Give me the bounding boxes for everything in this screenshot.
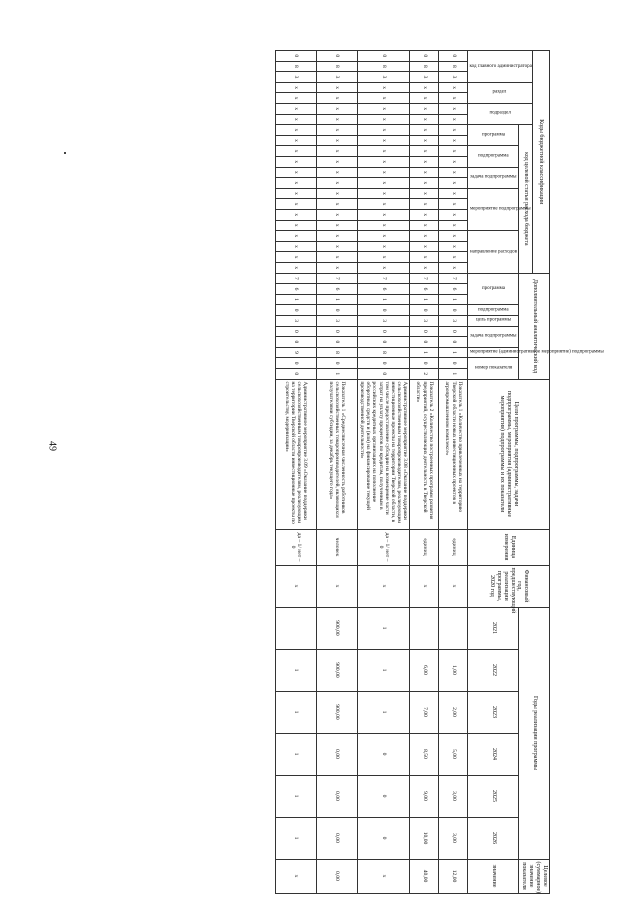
- year-value-cell: 0,00: [316, 775, 357, 817]
- dop-sub-header: мероприятие (административное мероприятие) подпрограммы: [468, 347, 519, 358]
- code-cell: 6: [357, 284, 410, 295]
- code-cell: x: [357, 262, 410, 273]
- kbk-admin-header: код главного администратора: [468, 51, 533, 83]
- code-cell: x: [439, 135, 468, 146]
- code-cell: 3: [275, 315, 316, 326]
- code-cell: x: [357, 125, 410, 136]
- year-header: 2024: [468, 733, 519, 775]
- code-cell: 9: [275, 347, 316, 358]
- unit-cell: единиц: [410, 529, 439, 565]
- year-value-cell: 1: [357, 691, 410, 733]
- code-cell: 0: [410, 305, 439, 316]
- year-header: 2023: [468, 691, 519, 733]
- code-cell: x: [410, 252, 439, 263]
- code-cell: x: [275, 93, 316, 104]
- dop-code-group-header: Дополнительный аналитический код: [519, 273, 550, 379]
- code-cell: x: [275, 146, 316, 157]
- code-cell: 3: [316, 72, 357, 83]
- code-cell: x: [275, 199, 316, 210]
- code-cell: 0: [439, 305, 468, 316]
- year-value-cell: 900,00: [316, 649, 357, 691]
- year-value-cell: [439, 607, 468, 649]
- code-cell: 8: [439, 61, 468, 72]
- target-value-cell: 0,00: [316, 859, 357, 893]
- code-cell: 0: [357, 326, 410, 337]
- code-cell: x: [357, 167, 410, 178]
- year-value-cell: 6,00: [410, 649, 439, 691]
- code-cell: 0: [439, 358, 468, 369]
- table-row: [410, 51, 439, 894]
- year-value-cell: 5,00: [439, 733, 468, 775]
- code-cell: x: [275, 82, 316, 93]
- code-cell: 0: [275, 337, 316, 348]
- code-cell: 1: [316, 294, 357, 305]
- code-cell: 0: [439, 326, 468, 337]
- code-cell: 3: [357, 72, 410, 83]
- year-value-cell: 1: [275, 733, 316, 775]
- kbk-sub-header: мероприятие подпрограммы: [468, 188, 519, 230]
- year-value-cell: [275, 607, 316, 649]
- code-cell: x: [439, 146, 468, 157]
- code-cell: x: [316, 199, 357, 210]
- code-cell: 1: [439, 347, 468, 358]
- year-value-cell: 7,00: [410, 691, 439, 733]
- code-cell: x: [410, 178, 439, 189]
- code-cell: 0: [357, 337, 410, 348]
- code-cell: 0: [357, 305, 410, 316]
- kbk-sub-header: подпрограмма: [468, 146, 519, 167]
- unit-cell: человек: [316, 529, 357, 565]
- indicator-description: Показатель 2 «Количество построенных программ развития предприятий, осуществляющих деятельность в Тверской области»: [410, 379, 439, 529]
- code-cell: 1: [410, 347, 439, 358]
- year-value-cell: 10,00: [410, 817, 439, 859]
- code-cell: x: [316, 156, 357, 167]
- rotated-table-page: [60, 50, 604, 894]
- code-cell: 0: [410, 337, 439, 348]
- code-cell: 6: [439, 284, 468, 295]
- code-cell: x: [439, 252, 468, 263]
- code-cell: 1: [275, 294, 316, 305]
- code-cell: 0: [275, 358, 316, 369]
- dop-sub-header: подпрограмма: [468, 305, 519, 316]
- code-cell: x: [275, 135, 316, 146]
- year-value-cell: 3,00: [439, 775, 468, 817]
- code-cell: 7: [410, 273, 439, 284]
- code-cell: 3: [410, 72, 439, 83]
- code-cell: 8: [275, 61, 316, 72]
- code-cell: 7: [316, 273, 357, 284]
- code-cell: 1: [316, 368, 357, 379]
- code-cell: 0: [410, 358, 439, 369]
- dop-sub-header: программа: [468, 273, 519, 305]
- code-cell: x: [275, 220, 316, 231]
- code-cell: x: [439, 231, 468, 242]
- code-cell: x: [410, 167, 439, 178]
- year-header: 2025: [468, 775, 519, 817]
- unit-cell: да – 1/ нет – 0: [357, 529, 410, 565]
- code-cell: 3: [316, 315, 357, 326]
- year-value-cell: 0,00: [316, 733, 357, 775]
- year-value-cell: 1: [275, 691, 316, 733]
- kbk-sub-header: направление расходов: [468, 231, 519, 273]
- year-value-cell: 900,00: [316, 607, 357, 649]
- code-cell: 0: [316, 337, 357, 348]
- year-value-cell: 1,00: [439, 649, 468, 691]
- code-cell: 0: [275, 326, 316, 337]
- code-cell: x: [316, 167, 357, 178]
- code-cell: x: [439, 114, 468, 125]
- code-cell: 7: [439, 273, 468, 284]
- dop-sub-header: цель программы: [468, 315, 519, 326]
- year-header: 2021: [468, 607, 519, 649]
- year-value-cell: 0: [357, 733, 410, 775]
- code-cell: 7: [357, 273, 410, 284]
- code-cell: x: [316, 135, 357, 146]
- code-cell: x: [275, 178, 316, 189]
- code-cell: x: [439, 220, 468, 231]
- code-cell: x: [357, 209, 410, 220]
- code-cell: 0: [410, 326, 439, 337]
- code-cell: x: [410, 209, 439, 220]
- code-cell: 0: [439, 337, 468, 348]
- kbk-group-header: Коды бюджетной классификации: [533, 51, 550, 274]
- code-cell: x: [410, 82, 439, 93]
- year-value-cell: 9,00: [410, 775, 439, 817]
- code-cell: 0: [316, 358, 357, 369]
- code-cell: x: [316, 146, 357, 157]
- finyear-cell: x: [439, 565, 468, 607]
- code-cell: 1: [410, 294, 439, 305]
- code-cell: x: [357, 156, 410, 167]
- code-cell: x: [275, 262, 316, 273]
- code-cell: 0: [410, 51, 439, 62]
- code-cell: x: [316, 125, 357, 136]
- code-cell: x: [439, 178, 468, 189]
- code-cell: 8: [316, 347, 357, 358]
- kbk-subsection-header: подраздел: [468, 103, 533, 124]
- code-cell: x: [316, 114, 357, 125]
- year-value-cell: 1: [357, 649, 410, 691]
- code-cell: x: [410, 135, 439, 146]
- code-cell: x: [439, 199, 468, 210]
- year-value-cell: 1: [275, 649, 316, 691]
- code-cell: x: [357, 188, 410, 199]
- code-cell: x: [275, 167, 316, 178]
- code-cell: x: [275, 241, 316, 252]
- target-value-header: значение: [468, 859, 519, 893]
- code-cell: 0: [357, 358, 410, 369]
- code-cell: x: [439, 103, 468, 114]
- unit-cell: да – 1/ нет – 0: [275, 529, 316, 565]
- code-cell: 0: [439, 51, 468, 62]
- unit-cell: единиц: [439, 529, 468, 565]
- target-value-cell: 12,00: [439, 859, 468, 893]
- code-cell: x: [275, 252, 316, 263]
- code-cell: x: [316, 220, 357, 231]
- indicator-description: Показатель 1 «Количество привлеченных на территорию Тверской области новых инвестиционных проектов в агропромышленном комплексе»: [439, 379, 468, 529]
- code-cell: 6: [410, 284, 439, 295]
- code-cell: x: [275, 188, 316, 199]
- code-cell: x: [357, 146, 410, 157]
- target-value-cell: x: [275, 859, 316, 893]
- year-value-cell: 1: [357, 607, 410, 649]
- code-cell: x: [316, 103, 357, 114]
- year-value-cell: 0,00: [316, 817, 357, 859]
- code-cell: x: [275, 231, 316, 242]
- code-cell: 6: [275, 284, 316, 295]
- code-cell: 3: [275, 72, 316, 83]
- year-value-cell: 1: [275, 817, 316, 859]
- year-value-cell: 2,00: [439, 691, 468, 733]
- table-row: [357, 51, 410, 894]
- code-cell: x: [439, 125, 468, 136]
- code-cell: x: [410, 188, 439, 199]
- page-number: 49: [46, 441, 58, 451]
- code-cell: x: [316, 209, 357, 220]
- code-cell: x: [275, 103, 316, 114]
- code-cell: 0: [316, 51, 357, 62]
- code-cell: x: [410, 220, 439, 231]
- code-cell: x: [275, 209, 316, 220]
- code-cell: x: [439, 167, 468, 178]
- year-header: 2022: [468, 649, 519, 691]
- code-cell: x: [439, 188, 468, 199]
- code-cell: 6: [316, 284, 357, 295]
- code-cell: x: [357, 178, 410, 189]
- code-cell: x: [275, 156, 316, 167]
- years-group-header: Годы реализации программы: [519, 607, 550, 859]
- code-cell: x: [357, 220, 410, 231]
- code-cell: x: [357, 199, 410, 210]
- code-cell: x: [410, 199, 439, 210]
- finyear-cell: x: [410, 565, 439, 607]
- code-cell: x: [275, 114, 316, 125]
- code-cell: 0: [275, 368, 316, 379]
- year-value-cell: 1: [275, 775, 316, 817]
- indicator-description: Показатель 1 «Среднесписочная численность работников сельскохозяйственных товаропроизводителей, являющихся получателями субсидии, за декабрь текущего года»: [316, 379, 357, 529]
- finyear-cell: x: [316, 565, 357, 607]
- code-cell: x: [357, 231, 410, 242]
- code-cell: 0: [316, 305, 357, 316]
- goal-column-header: Цели программы, подпрограммы, задачи подпрограммы, мероприятия (административные мероприятия) подпрограммы и их показатели: [468, 379, 550, 529]
- code-cell: 3: [357, 315, 410, 326]
- code-cell: x: [316, 82, 357, 93]
- program-indicators-table: [275, 50, 604, 894]
- code-cell: x: [439, 241, 468, 252]
- code-cell: 8: [410, 61, 439, 72]
- code-cell: 1: [439, 368, 468, 379]
- finyear-cell: x: [357, 565, 410, 607]
- code-cell: x: [357, 93, 410, 104]
- table-row: [275, 51, 316, 894]
- dop-sub-header: номер показателя: [468, 358, 519, 379]
- dop-sub-header: задача подпрограммы: [468, 326, 519, 347]
- code-cell: 3: [439, 315, 468, 326]
- code-cell: x: [357, 252, 410, 263]
- code-cell: 8: [357, 347, 410, 358]
- code-cell: x: [410, 125, 439, 136]
- code-cell: x: [410, 114, 439, 125]
- code-cell: x: [439, 262, 468, 273]
- code-cell: x: [357, 82, 410, 93]
- code-cell: x: [410, 231, 439, 242]
- code-cell: x: [357, 103, 410, 114]
- indicator-description: Административное мероприятие 3.09 «Оказание поддержки сельскохозяйственным товаропроизводителям, реализующим на территории Тверской области инвестиционные проекты по строительству, модернизации»: [275, 379, 316, 529]
- year-value-cell: 3,00: [439, 817, 468, 859]
- code-cell: x: [275, 125, 316, 136]
- code-cell: x: [357, 114, 410, 125]
- indicator-description: Административное мероприятие 3.08 «Оказание поддержки сельскохозяйственным товаропроизводителям, реализующим инвестиционные проекты на территории Тверской области, в том числе предоставление субсидии на возмещение части затрат на уплату процентов по кредитам, полученным в российских кредитных организациях на пополнение оборотных средств и (или) на финансирование текущей производственной деятельности»: [357, 379, 410, 529]
- code-cell: x: [439, 82, 468, 93]
- code-cell: 8: [316, 61, 357, 72]
- year-value-cell: [410, 607, 439, 649]
- kbk-section-header: раздел: [468, 82, 533, 103]
- finyear-cell: x: [275, 565, 316, 607]
- table-row: [439, 51, 468, 894]
- code-cell: x: [410, 241, 439, 252]
- code-cell: x: [316, 231, 357, 242]
- code-cell: x: [316, 178, 357, 189]
- code-cell: x: [316, 252, 357, 263]
- code-cell: 0: [357, 51, 410, 62]
- code-cell: 2: [410, 368, 439, 379]
- code-cell: x: [410, 156, 439, 167]
- code-cell: x: [439, 93, 468, 104]
- year-value-cell: 0: [357, 775, 410, 817]
- code-cell: x: [410, 93, 439, 104]
- target-value-cell: x: [357, 859, 410, 893]
- code-cell: 0: [316, 326, 357, 337]
- code-cell: x: [316, 241, 357, 252]
- code-cell: 3: [439, 72, 468, 83]
- code-cell: 1: [357, 294, 410, 305]
- code-cell: x: [316, 93, 357, 104]
- code-cell: x: [439, 209, 468, 220]
- code-cell: x: [410, 146, 439, 157]
- target-value-cell: 40,00: [410, 859, 439, 893]
- code-cell: x: [316, 262, 357, 273]
- code-cell: 0: [357, 368, 410, 379]
- code-cell: x: [357, 135, 410, 146]
- code-cell: x: [439, 156, 468, 167]
- code-cell: 3: [410, 315, 439, 326]
- code-cell: x: [410, 103, 439, 114]
- kbk-target-article-header: код целевой статьи расхода бюджета: [519, 125, 533, 273]
- year-value-cell: 8,50: [410, 733, 439, 775]
- code-cell: 1: [439, 294, 468, 305]
- code-cell: 0: [275, 51, 316, 62]
- code-cell: x: [357, 241, 410, 252]
- code-cell: x: [316, 188, 357, 199]
- table-row: [316, 51, 357, 894]
- kbk-sub-header: программа: [468, 125, 519, 146]
- year-value-cell: 0: [357, 817, 410, 859]
- year-value-cell: 900,00: [316, 691, 357, 733]
- unit-column-header: Единица измерения: [468, 529, 550, 565]
- code-cell: x: [410, 262, 439, 273]
- code-cell: 0: [275, 305, 316, 316]
- target-group-header: Целевое (суммарное) значение показателя: [519, 859, 550, 893]
- year-header: 2026: [468, 817, 519, 859]
- finyear-column-header: Финансовый год, предшествующий реализации программы, 2020 год: [468, 565, 550, 607]
- kbk-sub-header: задача подпрограммы: [468, 167, 519, 188]
- code-cell: 8: [357, 61, 410, 72]
- code-cell: 7: [275, 273, 316, 284]
